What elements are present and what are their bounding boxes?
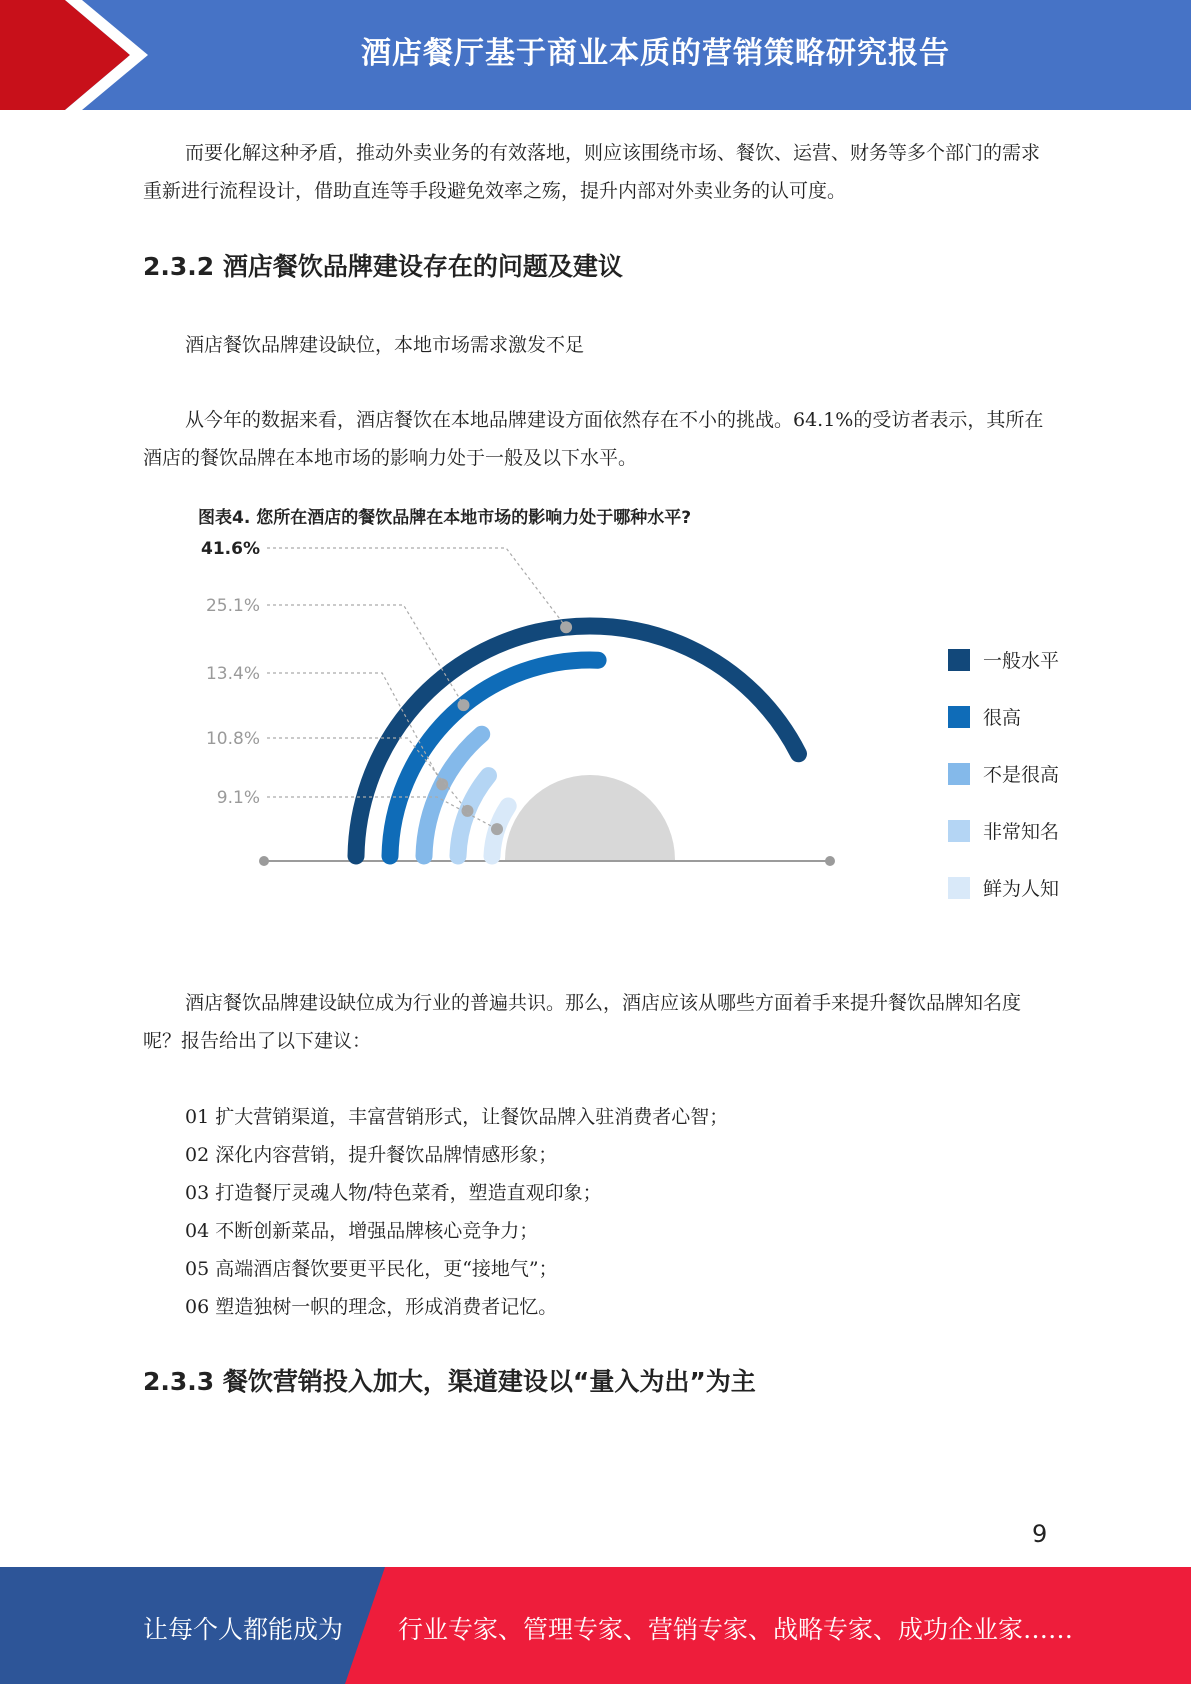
leader-marker-2 (458, 699, 470, 711)
legend-label-2: 很高 (983, 707, 1022, 729)
chart-title: 图表4. 您所在酒店的餐饮品牌在本地市场的影响力处于哪种水平? (198, 508, 692, 528)
suggestion-item: 06 塑造独树一帜的理念，形成消费者记忆。 (185, 1296, 558, 1318)
paragraph-solution: 而要化解这种矛盾，推动外卖业务的有效落地，则应该围绕市场、餐饮、运营、财务等多个部门的需求重新进行流程设计，借助直连等手段避免效率之殇，提升内部对外卖业务的认可度。 (143, 142, 1041, 202)
report-title: 酒店餐厅基于商业本质的营销策略研究报告 (361, 36, 950, 71)
value-label-1: 41.6% (201, 539, 260, 559)
legend-label-1: 一般水平 (983, 650, 1060, 672)
page-header (0, 0, 1191, 110)
leader-marker-3 (436, 778, 448, 790)
legend-swatch-3 (948, 763, 970, 785)
suggestion-item: 01 扩大营销渠道，丰富营销形式，让餐饮品牌入驻消费者心智； (185, 1106, 729, 1128)
paragraph-consensus: 酒店餐饮品牌建设缺位成为行业的普遍共识。那么，酒店应该从哪些方面着手来提升餐饮品牌知名度呢？报告给出了以下建议： (143, 992, 1022, 1052)
suggestion-item: 05 高端酒店餐饮要更平民化，更“接地气”； (185, 1258, 558, 1280)
axis-endpoint-right (825, 856, 835, 866)
paragraph-data-intro: 从今年的数据来看，酒店餐饮在本地品牌建设方面依然存在不小的挑战。64.1%的受访者表示，其所在酒店的餐饮品牌在本地市场的影响力处于一般及以下水平。 (143, 409, 1044, 469)
legend-swatch-4 (948, 820, 970, 842)
legend-swatch-5 (948, 877, 970, 899)
footer-slogan-left: 让每个人都能成为 (143, 1615, 344, 1644)
section-heading-2-3-3: 2.3.3 餐饮营销投入加大，渠道建设以“量入为出”为主 (143, 1367, 756, 1396)
axis-endpoint-left (259, 856, 269, 866)
legend-swatch-1 (948, 649, 970, 671)
suggestion-item: 04 不断创新菜品，增强品牌核心竞争力； (185, 1220, 539, 1242)
footer-slogan-right: 行业专家、管理专家、营销专家、战略专家、成功企业家…… (398, 1615, 1074, 1644)
center-semicircle (505, 775, 675, 860)
value-label-3: 13.4% (205, 664, 260, 684)
legend-swatch-2 (948, 706, 970, 728)
page-number: 9 (1032, 1520, 1048, 1548)
radial-bar-chart (180, 539, 1080, 940)
suggestion-item: 02 深化内容营销，提升餐饮品牌情感形象； (185, 1144, 558, 1166)
paragraph-subtopic: 酒店餐饮品牌建设缺位，本地市场需求激发不足 (185, 334, 585, 356)
legend-label-4: 非常知名 (983, 821, 1060, 843)
value-label-5: 9.1% (216, 788, 260, 808)
legend-label-3: 不是很高 (983, 764, 1060, 786)
leader-line-1 (267, 548, 566, 627)
value-label-2: 25.1% (205, 596, 260, 616)
header-arrow-decoration (0, 0, 160, 110)
suggestion-item: 03 打造餐厅灵魂人物/特色菜肴，塑造直观印象； (185, 1182, 602, 1204)
leader-marker-1 (560, 621, 572, 633)
section-heading-2-3-2: 2.3.2 酒店餐饮品牌建设存在的问题及建议 (143, 252, 623, 281)
value-label-4: 10.8% (205, 729, 260, 749)
legend-label-5: 鲜为人知 (983, 878, 1060, 900)
leader-marker-5 (491, 823, 503, 835)
